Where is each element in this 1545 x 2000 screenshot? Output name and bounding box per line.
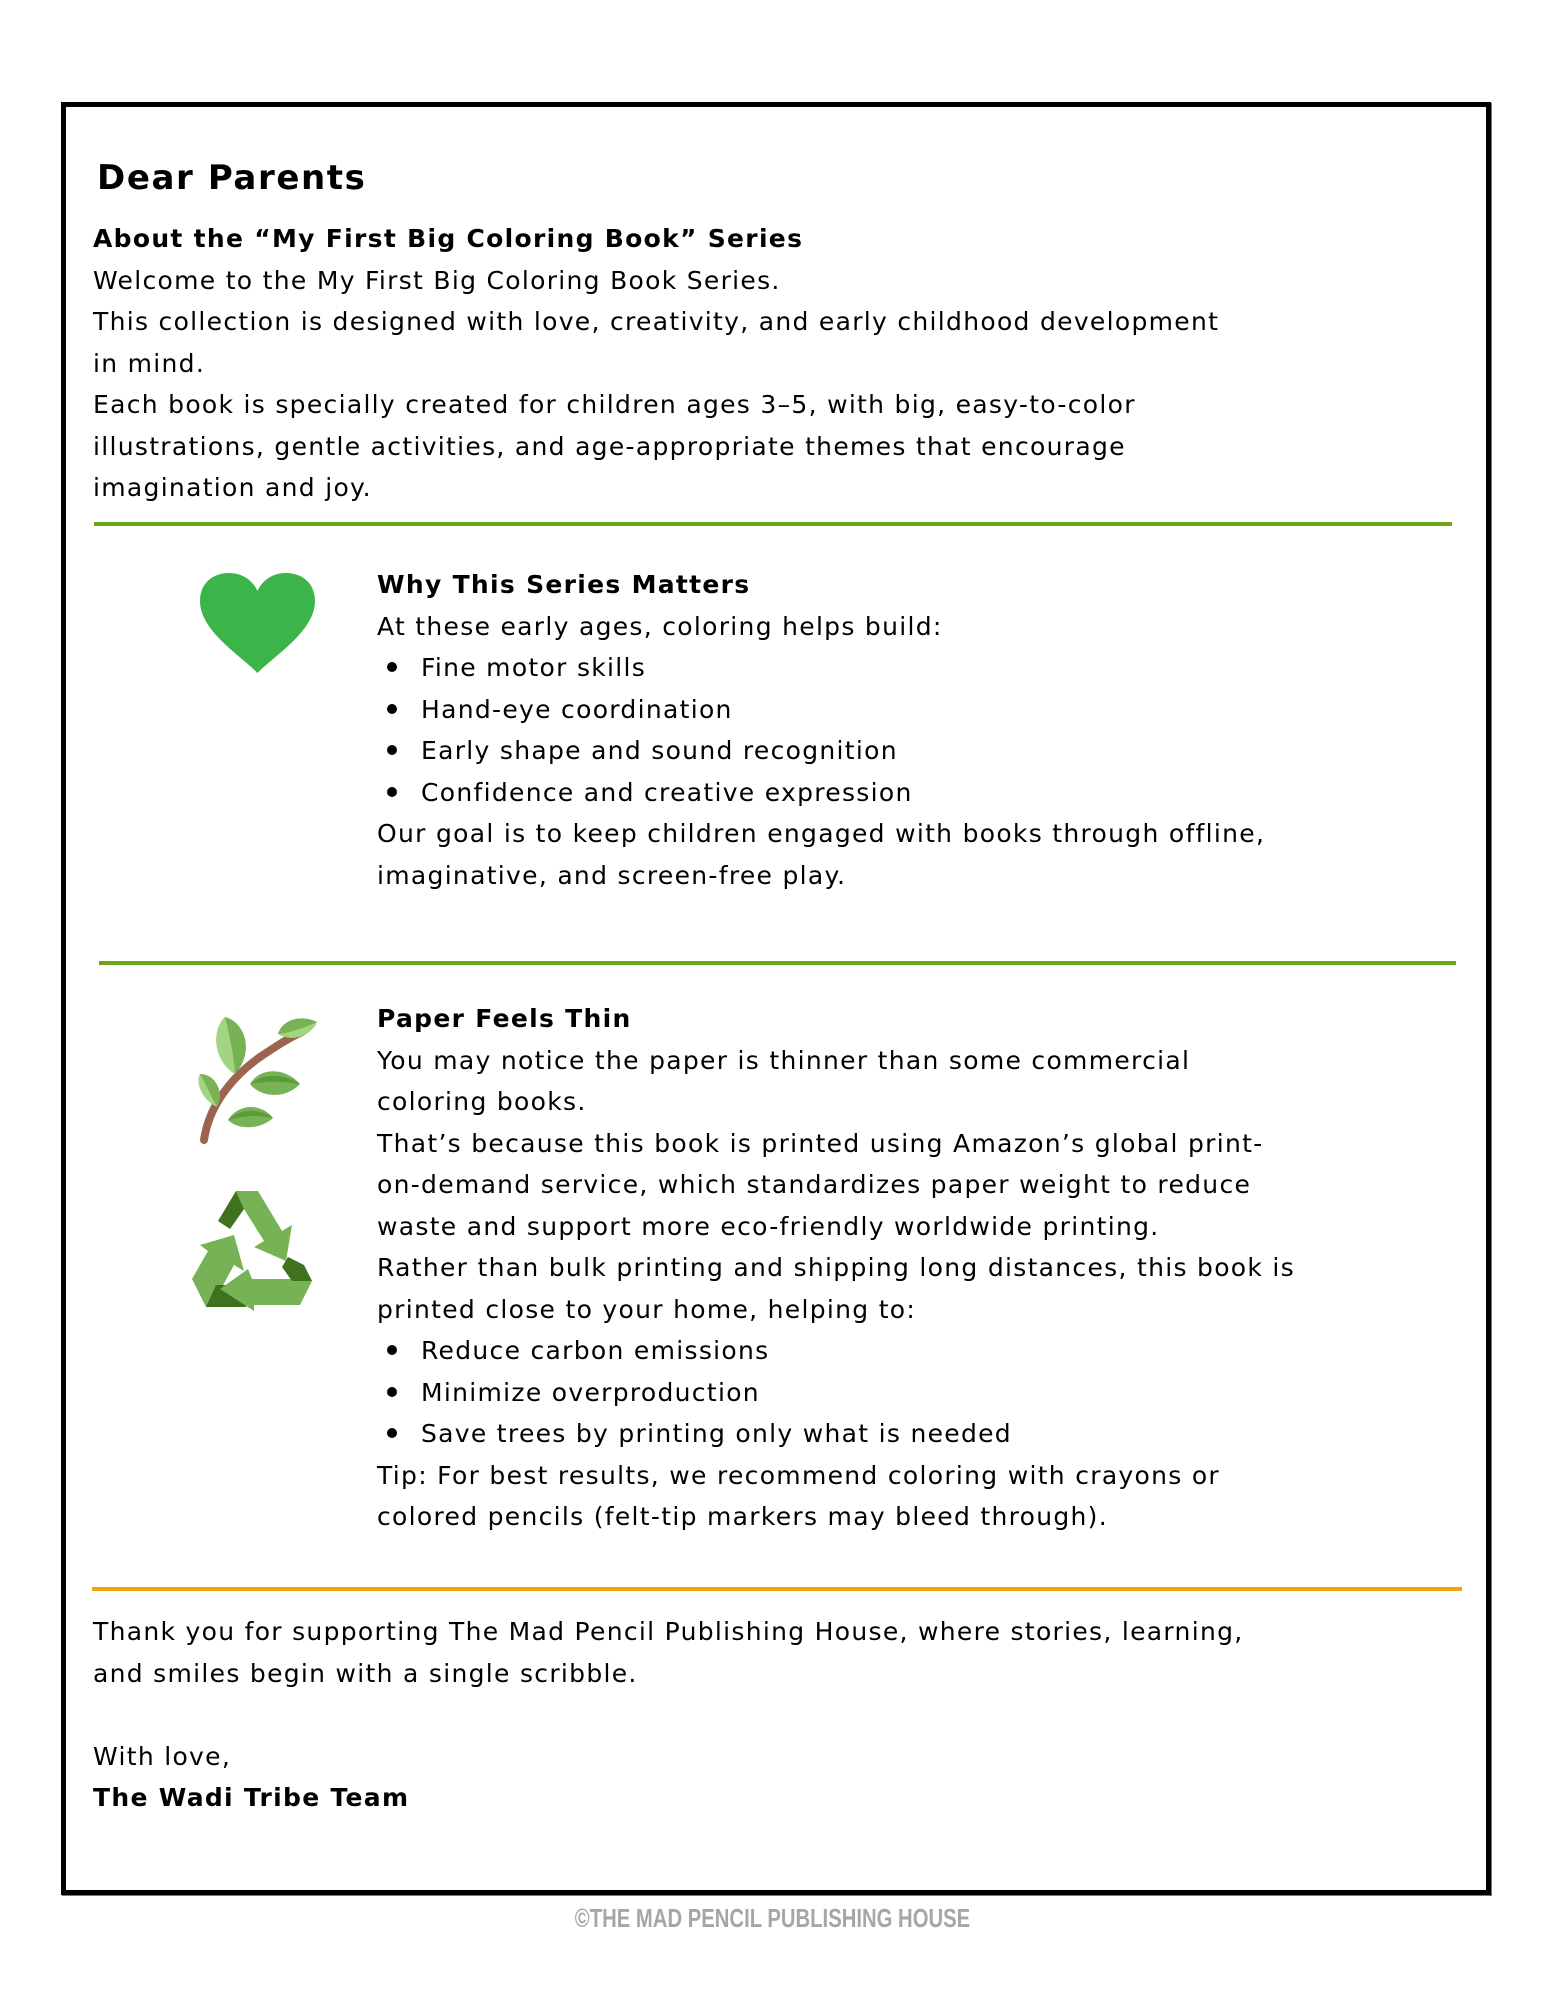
bullet-icon — [387, 1345, 397, 1355]
leaf-branch-icon — [190, 1012, 320, 1147]
paper-line: That’s because this book is printed using Amazon’s global print- — [377, 1128, 1264, 1158]
why-intro: At these early ages, coloring helps build: — [377, 611, 943, 641]
closing-line: Thank you for supporting The Mad Pencil Publishing House, where stories, learning, — [93, 1617, 1244, 1646]
section-divider — [94, 522, 1452, 526]
bullet-text: Save trees by printing only what is needed — [421, 1419, 1012, 1448]
paper-line: Rather than bulk printing and shipping long distances, this book is — [377, 1253, 1295, 1282]
paper-line: You may notice the paper is thinner than some commercial — [377, 1045, 1191, 1075]
bullet-icon — [387, 787, 397, 797]
paper-line: on-demand service, which standardizes paper weight to reduce — [377, 1170, 1252, 1199]
bullet-item — [377, 647, 646, 689]
copyright-text: ©THE MAD PENCIL PUBLISHING HOUSE — [574, 1903, 971, 1933]
bullet-item — [377, 772, 913, 814]
bullet-item — [377, 689, 733, 731]
bullet-icon — [387, 704, 397, 714]
bullet-item — [377, 1330, 769, 1372]
bullet-text: Minimize overproduction — [421, 1377, 760, 1407]
signoff: With love, — [93, 1741, 232, 1771]
closing-divider — [92, 1587, 1462, 1591]
signature: The Wadi Tribe Team — [93, 1783, 410, 1812]
intro-line: Each book is specially created for children ages 3–5, with big, easy-to-color — [93, 390, 1136, 419]
bullet-item — [377, 1372, 760, 1414]
bullet-icon — [387, 1428, 397, 1438]
why-closing-line: imaginative, and screen-free play. — [377, 860, 847, 890]
bullet-text: Hand-eye coordination — [421, 694, 733, 724]
intro-line: Welcome to the My First Big Coloring Book Series. — [93, 265, 781, 295]
intro-line: in mind. — [93, 348, 206, 378]
bullet-text: Early shape and sound recognition — [421, 736, 898, 765]
bullet-text: Reduce carbon emissions — [421, 1336, 770, 1365]
closing-line: and smiles begin with a single scribble. — [93, 1658, 638, 1688]
bullet-text: Fine motor skills — [421, 653, 647, 682]
bullet-item — [377, 1413, 1012, 1455]
bullet-text: Confidence and creative expression — [421, 777, 913, 807]
section-divider — [99, 961, 1456, 965]
tip-line: colored pencils (felt-tip markers may bleed through). — [377, 1502, 1108, 1531]
copyright-footer — [0, 1903, 1545, 1934]
bullet-icon — [387, 1387, 397, 1397]
bullet-item — [377, 730, 898, 772]
recycle-icon — [188, 1187, 316, 1311]
intro-line: illustrations, gentle activities, and age-appropriate themes that encourage — [93, 431, 1126, 461]
paper-line: printed close to your home, helping to: — [377, 1294, 917, 1324]
paper-line: waste and support more eco-friendly worldwide printing. — [377, 1211, 1160, 1241]
intro-line: This collection is designed with love, creativity, and early childhood development — [93, 307, 1220, 336]
why-closing-line: Our goal is to keep children engaged with books through offline, — [377, 819, 1266, 848]
paper-heading: Paper Feels Thin — [377, 1004, 632, 1033]
intro-line: imagination and joy. — [93, 473, 372, 502]
why-heading: Why This Series Matters — [377, 570, 751, 599]
paper-line: coloring books. — [377, 1087, 587, 1116]
bullet-icon — [387, 662, 397, 672]
heart-icon — [200, 573, 315, 673]
bullet-icon — [387, 745, 397, 755]
intro-heading: About the “My First Big Coloring Book” Series — [93, 224, 804, 253]
tip-line: Tip: For best results, we recommend coloring with crayons or — [377, 1460, 1221, 1490]
page-title: Dear Parents — [97, 158, 367, 198]
